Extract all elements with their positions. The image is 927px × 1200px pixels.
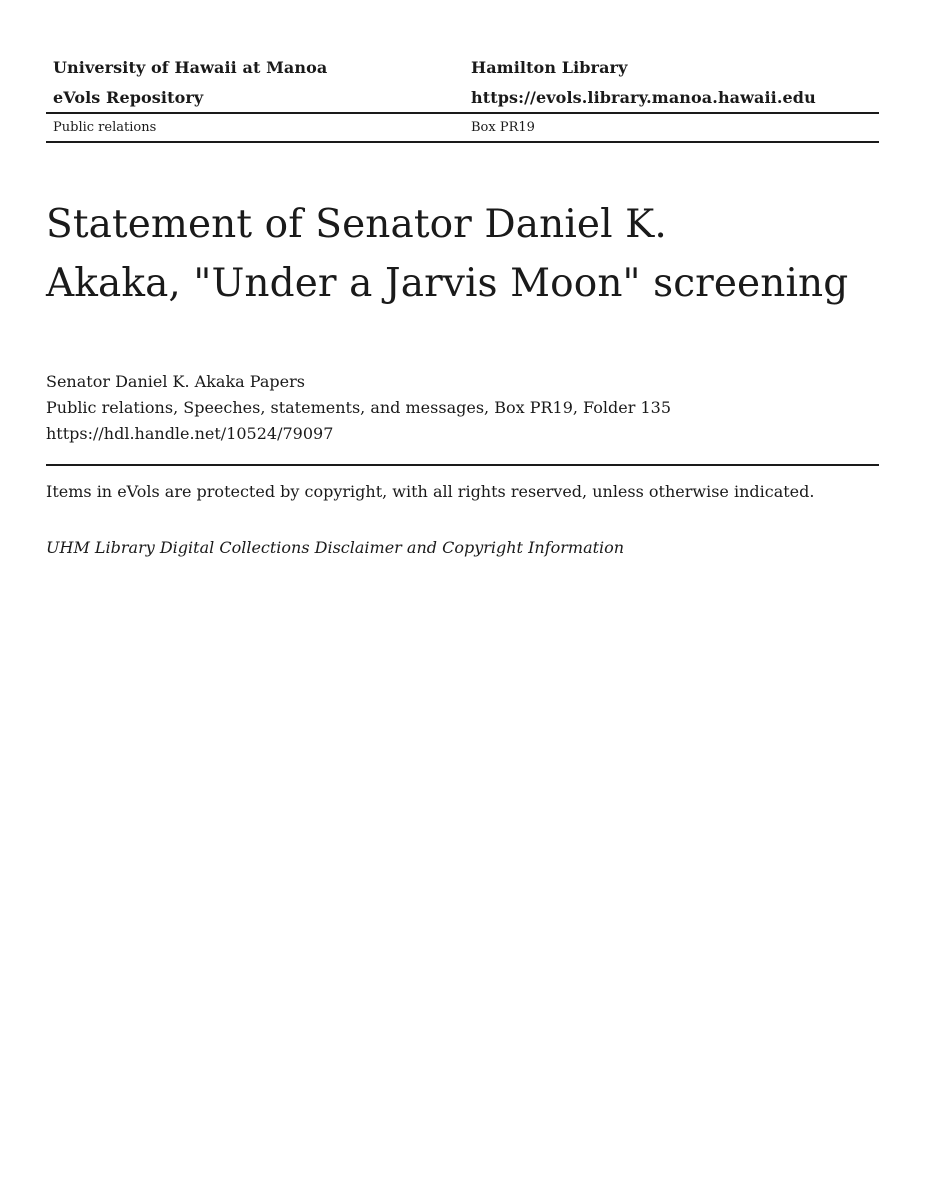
box-label: Box PR19 xyxy=(471,120,535,135)
document-metadata xyxy=(46,369,879,447)
footer-divider xyxy=(46,464,879,466)
title-line-2: Akaka, "Under a Jarvis Moon" screening xyxy=(46,261,849,306)
document-page xyxy=(46,0,879,559)
collection-name: Senator Daniel K. Akaka Papers xyxy=(46,372,305,391)
handle-link[interactable]: https://hdl.handle.net/10524/79097 xyxy=(46,424,334,443)
copyright-notice: Items in eVols are protected by copyright, with all rights reserved, unless otherwise indicated. xyxy=(46,482,815,501)
header-row-2 xyxy=(46,82,879,112)
disclaimer-link[interactable]: UHM Library Digital Collections Disclaimer and Copyright Information xyxy=(46,538,625,557)
document-title xyxy=(46,195,879,313)
collection-area: Public relations xyxy=(53,120,157,135)
title-line-1: Statement of Senator Daniel K. xyxy=(46,202,667,247)
repository-name: eVols Repository xyxy=(53,87,204,107)
repository-url[interactable]: https://evols.library.manoa.hawaii.edu xyxy=(471,87,816,107)
header-row-3 xyxy=(46,114,879,141)
repository-header xyxy=(46,52,879,143)
folder-location: Public relations, Speeches, statements, and messages, Box PR19, Folder 135 xyxy=(46,398,671,417)
library-name: Hamilton Library xyxy=(471,57,628,77)
institution-name: University of Hawaii at Manoa xyxy=(53,57,328,77)
header-divider-bottom xyxy=(46,141,879,143)
header-row-1 xyxy=(46,52,879,82)
